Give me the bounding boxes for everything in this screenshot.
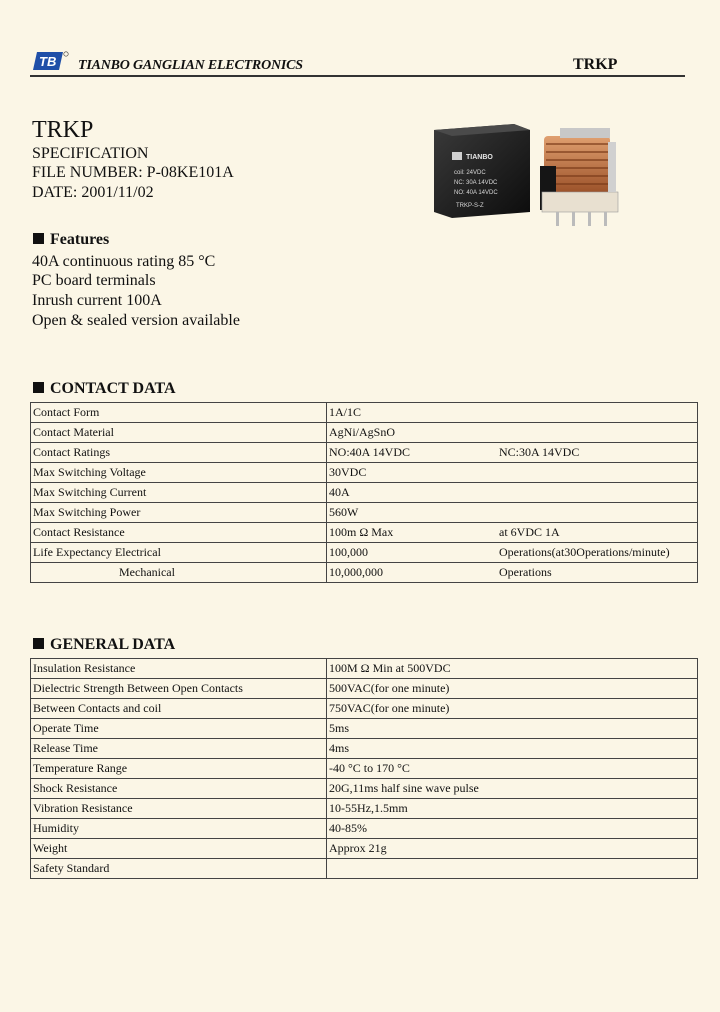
feature-item: Inrush current 100A (32, 292, 162, 309)
row-value: 30VDC (329, 465, 367, 479)
doc-spec: SPECIFICATION (32, 145, 149, 162)
row-label: Between Contacts and coil (31, 699, 327, 719)
photo-line2: NC: 30A 14VDC (454, 180, 498, 186)
table-row (31, 423, 698, 443)
row-value: Approx 21g (327, 839, 698, 859)
table-row (31, 463, 698, 483)
row-label: Temperature Range (31, 759, 327, 779)
row-value: 100,000 (329, 545, 368, 559)
table-row (31, 779, 698, 799)
bullet-square-icon (33, 382, 44, 393)
bullet-square-icon (33, 638, 44, 649)
row-extra: at 6VDC 1A (499, 525, 560, 539)
table-row (31, 443, 698, 463)
row-label: Weight (31, 839, 327, 859)
photo-brand: TIANBO (466, 154, 493, 161)
row-label: Safety Standard (31, 859, 327, 879)
table-row (31, 563, 698, 583)
doc-file-number: FILE NUMBER: P-08KE101A (32, 164, 234, 181)
table-row (31, 759, 698, 779)
table-row (31, 819, 698, 839)
row-label: Shock Resistance (31, 779, 327, 799)
row-label: Vibration Resistance (31, 799, 327, 819)
row-value: 5ms (327, 719, 698, 739)
row-label: Contact Material (31, 423, 327, 443)
row-label: Insulation Resistance (31, 659, 327, 679)
row-label: Humidity (31, 819, 327, 839)
row-value: 20G,11ms half sine wave pulse (327, 779, 698, 799)
row-label: Max Switching Current (31, 483, 327, 503)
row-value: 100m Ω Max (329, 525, 394, 539)
general-data-table (30, 658, 698, 879)
row-value: 10,000,000 (329, 565, 383, 579)
logo-text: TB (39, 54, 57, 69)
table-row (31, 719, 698, 739)
table-row (31, 659, 698, 679)
row-label: Contact Form (31, 403, 327, 423)
row-value: 4ms (327, 739, 698, 759)
photo-line3: NO: 40A 14VDC (454, 190, 498, 196)
bullet-square-icon (33, 233, 44, 244)
row-extra: NC:30A 14VDC (499, 445, 580, 459)
table-row (31, 799, 698, 819)
row-label: Max Switching Power (31, 503, 327, 523)
contact-heading: CONTACT DATA (33, 380, 176, 398)
row-value: 750VAC(for one minute) (327, 699, 698, 719)
table-row (31, 503, 698, 523)
table-row (31, 483, 698, 503)
row-extra: Operations(at30Operations/minute) (499, 545, 670, 559)
feature-item: 40A continuous rating 85 °C (32, 253, 216, 270)
row-label: Dielectric Strength Between Open Contacts (31, 679, 327, 699)
row-label: Release Time (31, 739, 327, 759)
row-value: NO:40A 14VDC (329, 445, 411, 459)
row-label: Contact Ratings (31, 443, 327, 463)
row-label: Contact Resistance (31, 523, 327, 543)
row-value (327, 859, 698, 879)
feature-item: Open & sealed version available (32, 312, 240, 329)
doc-title: TRKP (32, 117, 94, 143)
table-row (31, 543, 698, 563)
row-extra: Operations (499, 565, 552, 579)
photo-line1: coil: 24VDC (454, 170, 486, 176)
table-row (31, 679, 698, 699)
features-heading: Features (33, 231, 109, 249)
row-value: 40A (329, 485, 350, 499)
table-row (31, 523, 698, 543)
table-row (31, 839, 698, 859)
row-label: Mechanical (31, 563, 327, 583)
row-value: 500VAC(for one minute) (327, 679, 698, 699)
table-row (31, 699, 698, 719)
row-value: -40 °C to 170 °C (327, 759, 698, 779)
company-logo (33, 50, 69, 72)
general-heading: GENERAL DATA (33, 636, 175, 654)
contact-data-table (30, 402, 698, 583)
row-label: Operate Time (31, 719, 327, 739)
row-value: 100M Ω Min at 500VDC (327, 659, 698, 679)
company-name: TIANBO GANGLIAN ELECTRONICS (78, 58, 303, 73)
row-value: AgNi/AgSnO (329, 425, 396, 439)
row-value: 1A/1C (329, 405, 362, 419)
table-row (31, 403, 698, 423)
relay-photo (432, 122, 628, 240)
row-value: 10-55Hz,1.5mm (327, 799, 698, 819)
doc-date: DATE: 2001/11/02 (32, 184, 154, 201)
table-row (31, 859, 698, 879)
header-divider (30, 75, 685, 77)
row-value: 560W (329, 505, 359, 519)
header-model: TRKP (573, 56, 618, 73)
row-label: Life Expectancy Electrical (31, 543, 327, 563)
feature-item: PC board terminals (32, 272, 156, 289)
photo-model: TRKP-S-Z (456, 203, 484, 209)
row-label: Max Switching Voltage (31, 463, 327, 483)
row-value: 40-85% (327, 819, 698, 839)
table-row (31, 739, 698, 759)
